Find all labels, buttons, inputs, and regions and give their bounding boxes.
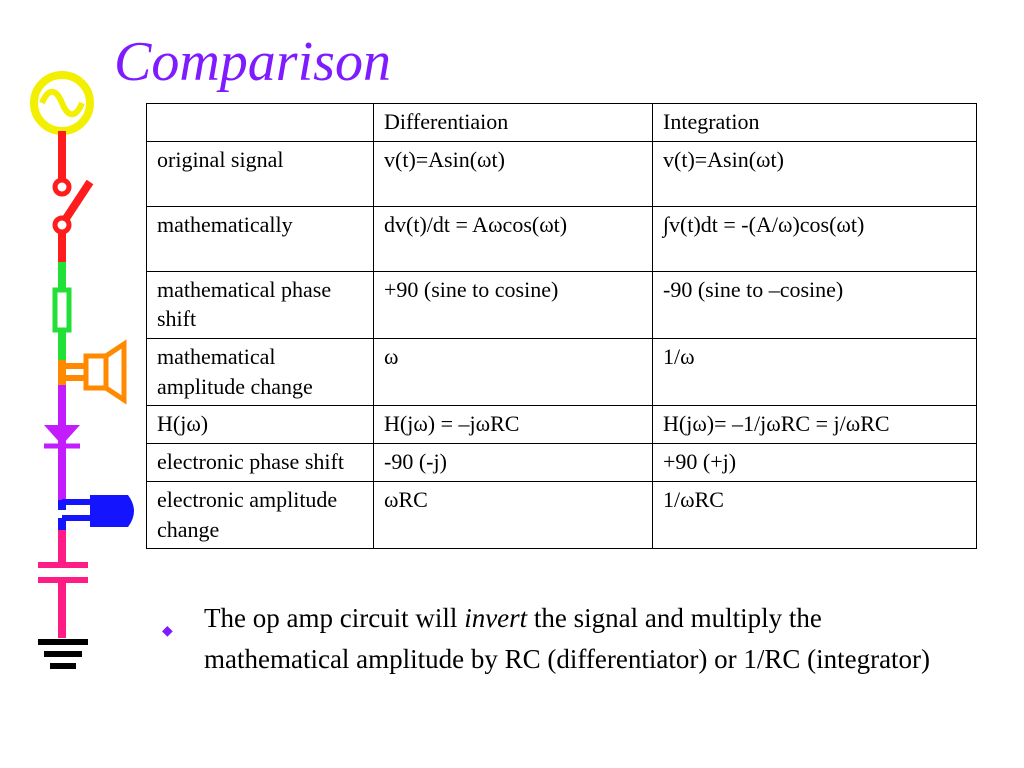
table-cell: -90 (-j) xyxy=(374,444,653,482)
table-header-cell: Integration xyxy=(653,104,977,142)
table-row xyxy=(147,271,977,338)
table-cell: +90 (+j) xyxy=(653,444,977,482)
slide-title: Comparison xyxy=(114,31,391,93)
table-cell: +90 (sine to cosine) xyxy=(374,271,653,338)
capacitor-icon xyxy=(38,530,88,638)
table-header-row xyxy=(147,104,977,142)
table-cell: v(t)=Asin(ωt) xyxy=(653,141,977,206)
table-cell: H(jω)= –1/jωRC = j/ωRC xyxy=(653,406,977,444)
table-header-cell: Differentiaion xyxy=(374,104,653,142)
table-row xyxy=(147,141,977,206)
bullet-point xyxy=(162,598,972,680)
row-label: mathematical amplitude change xyxy=(147,339,374,406)
table-cell: ∫v(t)dt = -(A/ω)cos(ωt) xyxy=(653,206,977,271)
row-label: electronic amplitude change xyxy=(147,481,374,548)
row-label: electronic phase shift xyxy=(147,444,374,482)
table-cell: H(jω) = –jωRC xyxy=(374,406,653,444)
diode-icon xyxy=(44,385,80,500)
table-cell: v(t)=Asin(ωt) xyxy=(374,141,653,206)
table-cell: ω xyxy=(374,339,653,406)
row-label: H(jω) xyxy=(147,406,374,444)
table-cell: ωRC xyxy=(374,481,653,548)
table-row xyxy=(147,481,977,548)
ground-icon xyxy=(38,642,88,666)
table-cell: 1/ωRC xyxy=(653,481,977,548)
plug-icon xyxy=(62,495,134,530)
bullet-emphasis: invert xyxy=(464,603,528,633)
speaker-icon xyxy=(62,344,124,400)
table-cell: 1/ω xyxy=(653,339,977,406)
row-label: mathematical phase shift xyxy=(147,271,374,338)
bullet-text xyxy=(204,598,972,680)
table-header-cell xyxy=(147,104,374,142)
table-cell: dv(t)/dt = Aωcos(ωt) xyxy=(374,206,653,271)
table-row xyxy=(147,444,977,482)
bullet-text-pre: The op amp circuit will xyxy=(204,603,465,633)
table-row xyxy=(147,406,977,444)
fuse-icon xyxy=(55,262,69,360)
bullet-text-post: the signal and multiply the mathematical amplitude by RC (differentiator) or 1/RC (integrator) xyxy=(204,603,931,674)
circuit-decoration xyxy=(0,0,140,768)
switch-icon xyxy=(55,131,90,262)
comparison-table xyxy=(146,103,977,549)
table-row xyxy=(147,206,977,271)
row-label: original signal xyxy=(147,141,374,206)
row-label: mathematically xyxy=(147,206,374,271)
diamond-bullet-icon: ◆ xyxy=(162,624,173,639)
table-cell: -90 (sine to –cosine) xyxy=(653,271,977,338)
table-row xyxy=(147,339,977,406)
ac-source-icon xyxy=(34,75,90,131)
